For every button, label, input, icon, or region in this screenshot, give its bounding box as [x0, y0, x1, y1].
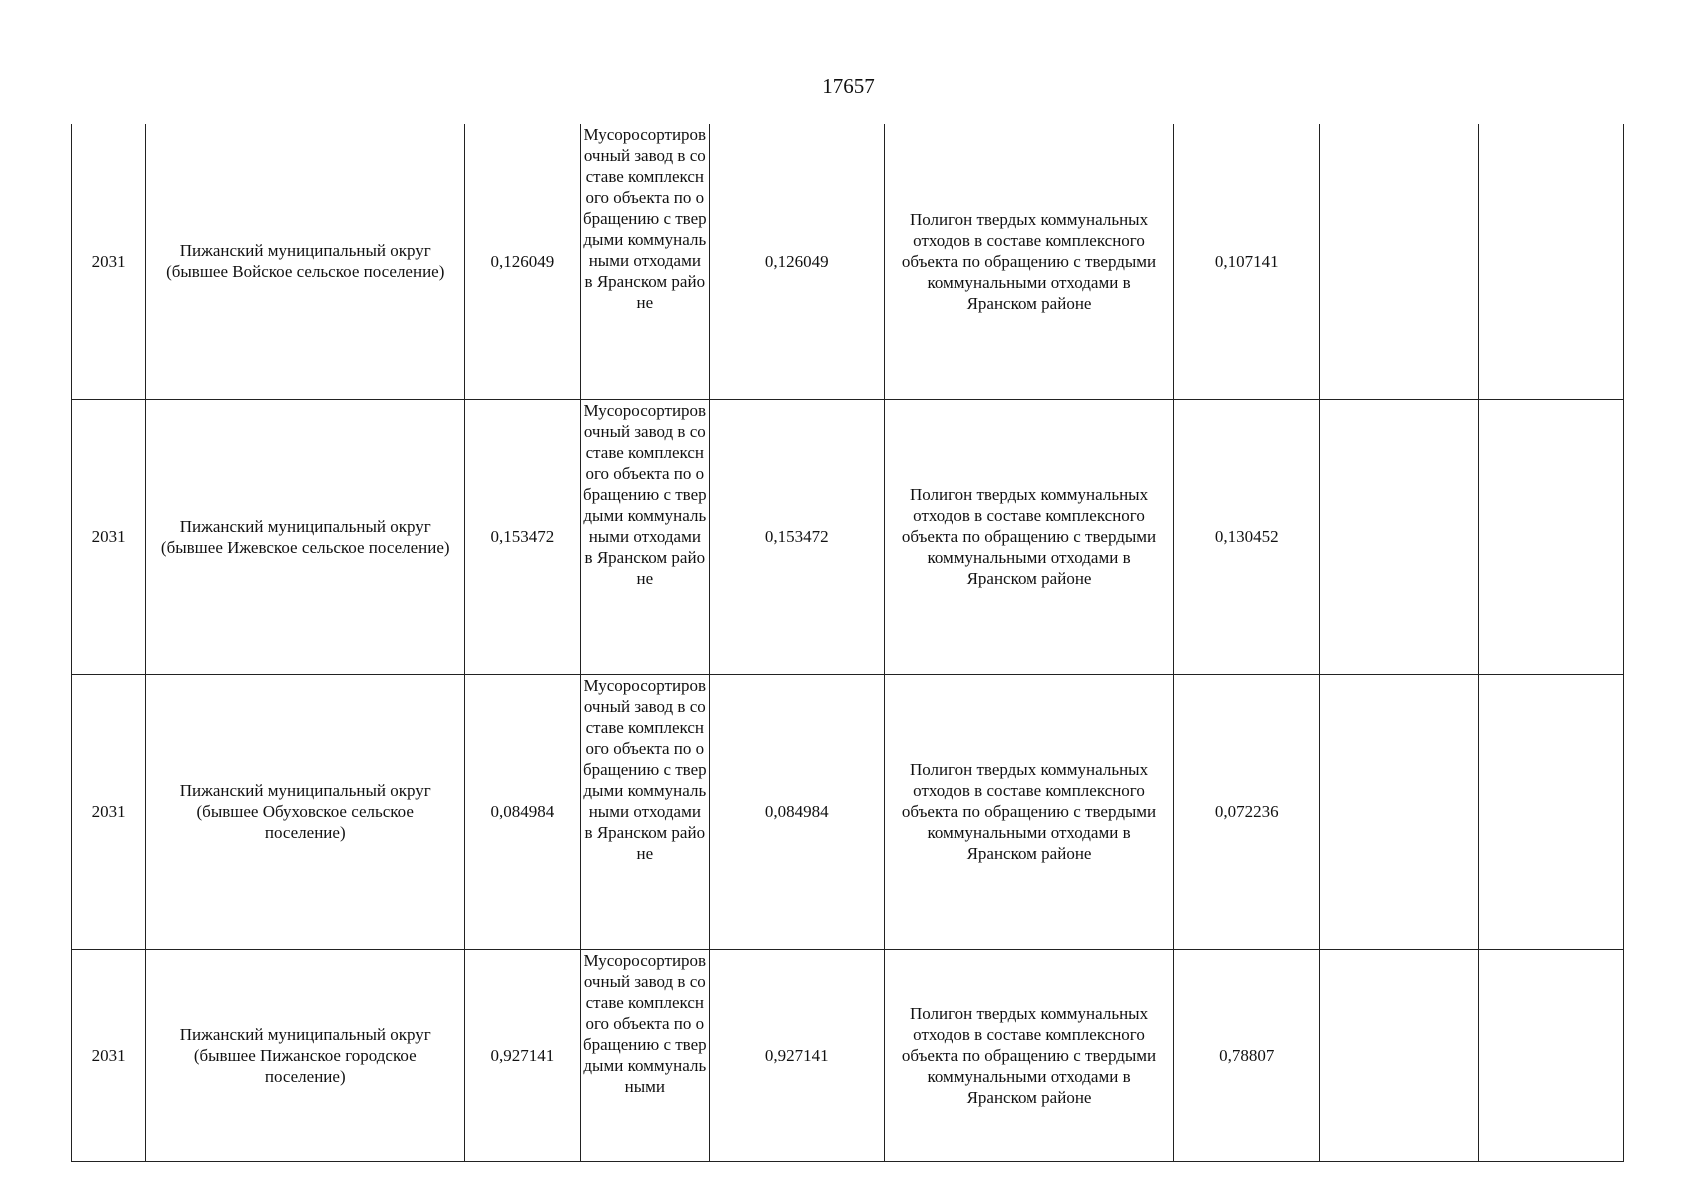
facility1-text: Мусоросортировочный завод в составе комплексного объекта по обращению с твердыми коммунальными отходами в Яранском районе: [582, 675, 707, 863]
facility1-text: Мусоросортировочный завод в составе комплексного объекта по обращению с твердыми коммунальными отходами в Яранском районе: [582, 400, 707, 588]
value3-cell: 0,107141: [1174, 124, 1319, 399]
value3-cell: 0,130452: [1174, 399, 1319, 674]
facility1-text: Мусоросортировочный завод в составе комплексного объекта по обращению с твердыми коммунальными: [582, 950, 707, 1096]
territory-cell: Пижанский муниципальный округ (бывшее Обуховское сельское поселение): [146, 674, 465, 949]
empty-cell: [1319, 399, 1479, 674]
empty-cell: [1319, 674, 1479, 949]
facility2-cell: Полигон твердых коммунальных отходов в составе комплексного объекта по обращению с твердыми коммунальными отходами в Яранском районе: [884, 674, 1174, 949]
facility1-cell: [580, 124, 709, 399]
table-row: [72, 124, 1624, 399]
facility2-cell: Полигон твердых коммунальных отходов в составе комплексного объекта по обращению с твердыми коммунальными отходами в Яранском районе: [884, 399, 1174, 674]
table-row: [72, 949, 1624, 1161]
table-row: [72, 399, 1624, 674]
empty-cell: [1319, 949, 1479, 1161]
empty-cell: [1479, 674, 1624, 949]
territory-cell: Пижанский муниципальный округ (бывшее Войское сельское поселение): [146, 124, 465, 399]
year-cell: 2031: [72, 949, 146, 1161]
facility1-cell: [580, 949, 709, 1161]
empty-cell: [1319, 124, 1479, 399]
table-row: [72, 674, 1624, 949]
value2-cell: 0,126049: [710, 124, 885, 399]
facility2-cell: Полигон твердых коммунальных отходов в составе комплексного объекта по обращению с твердыми коммунальными отходами в Яранском районе: [884, 124, 1174, 399]
data-table: [71, 124, 1624, 1162]
page-number: 17657: [822, 74, 875, 98]
territory-cell: Пижанский муниципальный округ (бывшее Ижевское сельское поселение): [146, 399, 465, 674]
value1-cell: 0,126049: [465, 124, 580, 399]
year-cell: 2031: [72, 124, 146, 399]
facility1-cell: [580, 399, 709, 674]
empty-cell: [1479, 949, 1624, 1161]
value1-cell: 0,084984: [465, 674, 580, 949]
facility1-cell: [580, 674, 709, 949]
territory-cell: Пижанский муниципальный округ (бывшее Пижанское городское поселение): [146, 949, 465, 1161]
facility1-text: Мусоросортировочный завод в составе комплексного объекта по обращению с твердыми коммунальными отходами в Яранском районе: [582, 125, 707, 312]
value3-cell: 0,78807: [1174, 949, 1319, 1161]
value2-cell: 0,153472: [710, 399, 885, 674]
value2-cell: 0,927141: [710, 949, 885, 1161]
year-cell: 2031: [72, 399, 146, 674]
empty-cell: [1479, 124, 1624, 399]
value1-cell: 0,927141: [465, 949, 580, 1161]
value1-cell: 0,153472: [465, 399, 580, 674]
empty-cell: [1479, 399, 1624, 674]
year-cell: 2031: [72, 674, 146, 949]
value2-cell: 0,084984: [710, 674, 885, 949]
value3-cell: 0,072236: [1174, 674, 1319, 949]
facility2-cell: Полигон твердых коммунальных отходов в составе комплексного объекта по обращению с твердыми коммунальными отходами в Яранском районе: [884, 949, 1174, 1161]
